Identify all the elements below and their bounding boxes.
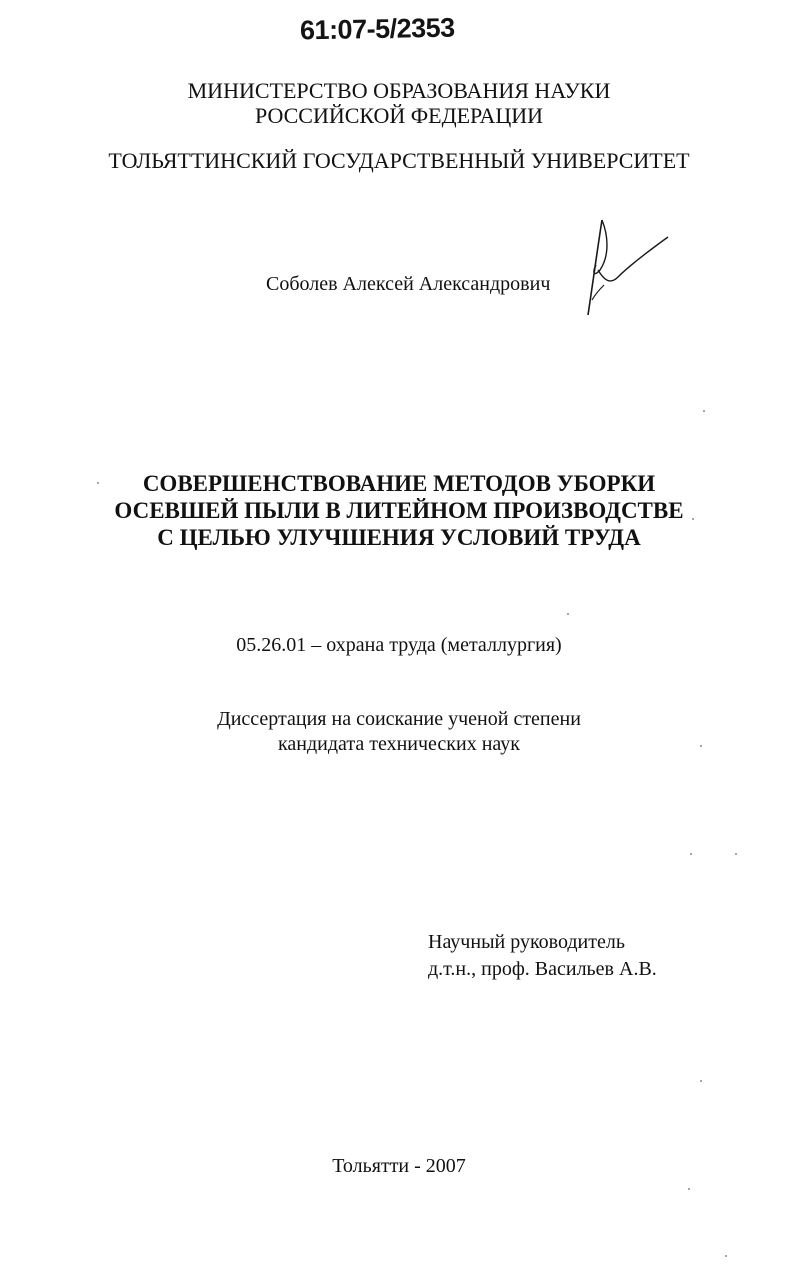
scientific-supervisor: [428, 929, 657, 983]
university-name: ТОЛЬЯТТИНСКИЙ ГОСУДАРСТВЕННЫЙ УНИВЕРСИТЕТ: [108, 148, 690, 173]
author-name: Соболев Алексей Александрович: [266, 273, 551, 295]
scan-speck: [692, 518, 694, 520]
scan-speck: [690, 853, 692, 855]
scan-speck: [700, 1080, 702, 1082]
city-year: Тольятти - 2007: [332, 1155, 466, 1177]
ministry-line-2: РОССИЙСКОЙ ФЕДЕРАЦИИ: [254, 103, 544, 128]
degree-line-2: кандидата технических наук: [277, 733, 521, 755]
scan-speck: [567, 613, 569, 615]
ministry-header: [0, 78, 798, 128]
scan-speck: [725, 1255, 727, 1257]
author-signature: [580, 215, 680, 325]
ministry-line-1: МИНИСТЕРСТВО ОБРАЗОВАНИЯ НАУКИ: [187, 78, 611, 103]
supervisor-line-2: д.т.н., проф. Васильев А.В.: [428, 958, 657, 980]
scan-speck: [97, 482, 99, 484]
title-line-2: ОСЕВШЕЙ ПЫЛИ В ЛИТЕЙНОМ ПРОИЗВОДСТВЕ: [114, 498, 684, 523]
degree-line-1: Диссертация на соискание ученой степени: [217, 708, 581, 730]
degree-statement: [0, 707, 798, 757]
scan-speck: [700, 745, 702, 747]
scan-speck: [703, 410, 705, 412]
supervisor-line-1: Научный руководитель: [428, 931, 625, 953]
specialty-code: 05.26.01 – охрана труда (металлургия): [236, 634, 562, 656]
title-line-3: С ЦЕЛЬЮ УЛУЧШЕНИЯ УСЛОВИЙ ТРУДА: [157, 525, 641, 550]
scan-speck: [688, 1188, 690, 1190]
archive-stamp-number: 61:07-5/2353: [299, 12, 455, 46]
dissertation-title: [0, 470, 798, 551]
title-line-1: СОВЕРШЕНСТВОВАНИЕ МЕТОДОВ УБОРКИ: [142, 471, 656, 496]
scan-speck: [735, 853, 737, 855]
